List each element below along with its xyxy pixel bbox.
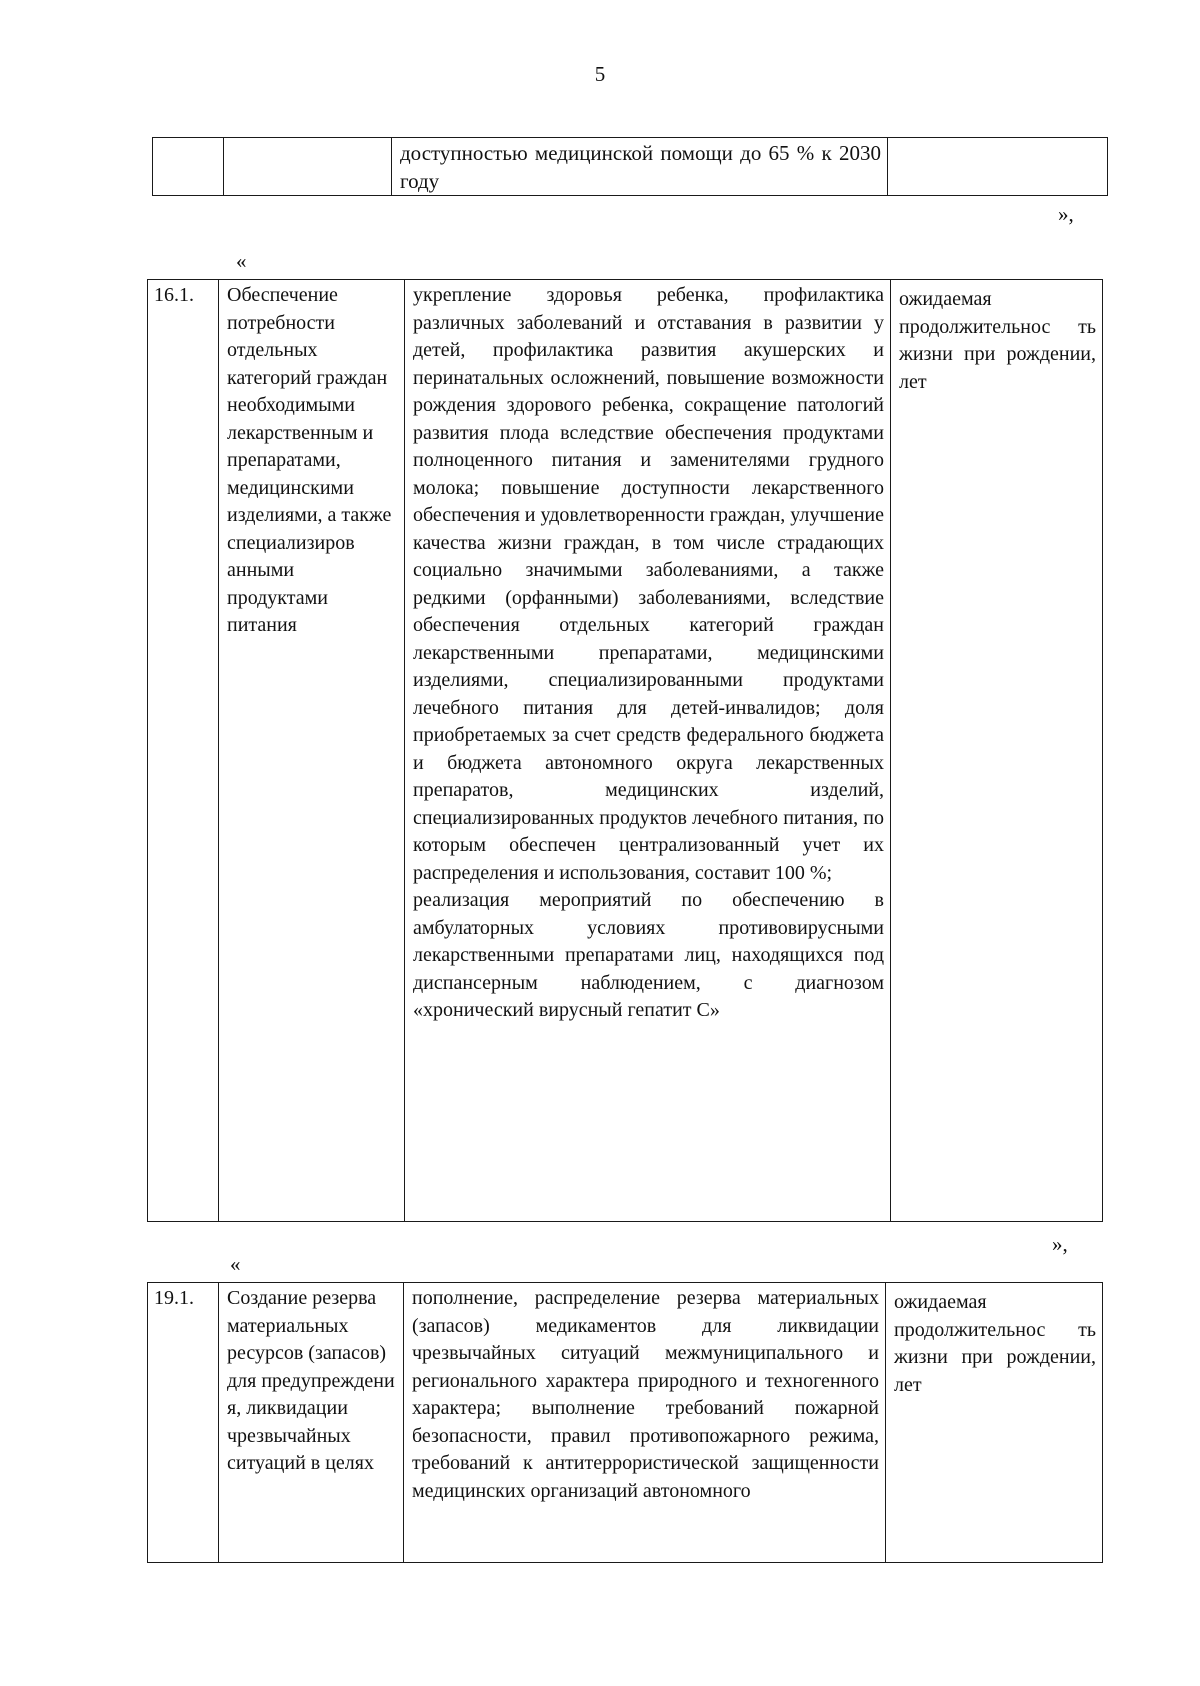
row-result: пополнение, распределение резерва материальных (запасов) медикаментов для ликвидации чрезвычайных ситуаций межмуниципального и регионального характера природного и техногенного характера; выполнение требований пожарной безопасности, правил противопожарного режима, требований к антитеррористической защищенности медицинских организаций автономного <box>404 1283 886 1563</box>
row-result-paragraph: укрепление здоровья ребенка, профилактика различных заболеваний и отставания в развитии у детей, профилактика развития акушерских и перинатальных осложнений, повышение возможности рождения здорового ребенка, сокращение патологий развития плода вследствие обеспечения продуктами полноценного питания и заменителями грудного молока; повышение доступности лекарственного обеспечения и удовлетворенности граждан, улучшение качества жизни граждан, в том числе страдающих социально значимыми заболеваниями, а также редкими (орфанными) заболеваниями, вследствие обеспечения отдельных категорий граждан лекарственными препаратами, медицинскими изделиями, специализированными продуктами лечебного питания для детей-инвалидов; доля приобретаемых за счет средств федерального бюджета и бюджета автономного округа лекарственных препаратов, медицинских изделий, специализированных продуктов лечебного питания, по которым обеспечен централизованный учет их распределения и использования, составит 100 %; <box>413 284 884 884</box>
row-indicator: ожидаемая продолжительнос ть жизни при рождении, лет <box>891 280 1103 1222</box>
row-number: 19.1. <box>148 1283 219 1563</box>
empty-cell <box>153 138 224 196</box>
closing-quote: », <box>1058 202 1074 226</box>
continuation-table <box>152 137 1108 196</box>
empty-cell <box>888 138 1108 196</box>
result-cell: доступностью медицинской помощи до 65 % к 2030 году <box>392 138 888 196</box>
row-name: Обеспечение потребности отдельных категорий граждан необходимыми лекарственным и препаратами, медицинскими изделиями, а также специализиров анными продуктами питания <box>219 280 405 1222</box>
opening-quote: « <box>236 249 247 273</box>
opening-quote: « <box>230 1252 241 1276</box>
row-result-paragraph: реализация мероприятий по обеспечению в амбулаторных условиях противовирусными лекарственными препаратами лиц, находящихся под диспансерным наблюдением, с диагнозом «хронический вирусный гепатит С» <box>413 889 884 1021</box>
table-row <box>153 138 1108 196</box>
table-row <box>148 280 1103 1222</box>
row-number: 16.1. <box>148 280 219 1222</box>
row-19-1-table <box>147 1282 1103 1563</box>
row-indicator: ожидаемая продолжительнос ть жизни при рождении, лет <box>886 1283 1103 1563</box>
row-result <box>405 280 891 1222</box>
table-row <box>148 1283 1103 1563</box>
row-name: Создание резерва материальных ресурсов (запасов) для предупреждени я, ликвидации чрезвычайных ситуаций в целях <box>219 1283 404 1563</box>
row-16-1-table <box>147 279 1103 1222</box>
page-number: 5 <box>594 62 606 86</box>
empty-cell <box>224 138 392 196</box>
closing-quote: », <box>1052 1232 1068 1256</box>
